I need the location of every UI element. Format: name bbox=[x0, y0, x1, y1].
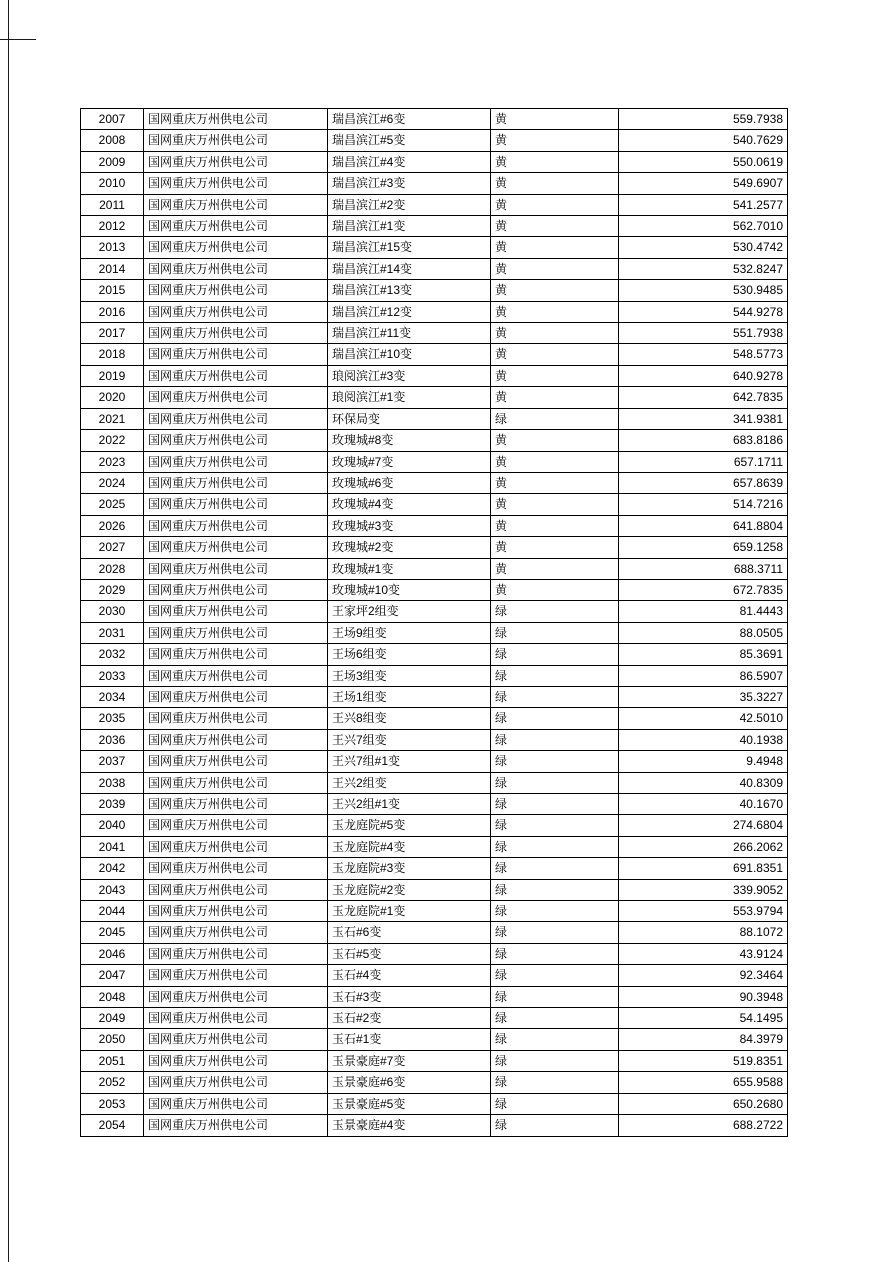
status-cell: 黄 bbox=[491, 237, 619, 258]
value-cell: 691.8351 bbox=[619, 858, 788, 879]
status-cell: 绿 bbox=[491, 901, 619, 922]
company-cell: 国网重庆万州供电公司 bbox=[144, 772, 328, 793]
value-cell: 532.8247 bbox=[619, 258, 788, 279]
substation-cell: 瑞昌滨江#12变 bbox=[328, 301, 491, 322]
table-row bbox=[81, 922, 788, 943]
company-cell: 国网重庆万州供电公司 bbox=[144, 708, 328, 729]
company-cell: 国网重庆万州供电公司 bbox=[144, 601, 328, 622]
table-row bbox=[81, 109, 788, 130]
substation-cell: 玫瑰城#3变 bbox=[328, 515, 491, 536]
status-cell: 黄 bbox=[491, 301, 619, 322]
value-cell: 341.9381 bbox=[619, 408, 788, 429]
value-cell: 339.9052 bbox=[619, 879, 788, 900]
status-cell: 绿 bbox=[491, 943, 619, 964]
row-id-cell: 2013 bbox=[81, 237, 144, 258]
value-cell: 642.7835 bbox=[619, 387, 788, 408]
company-cell: 国网重庆万州供电公司 bbox=[144, 130, 328, 151]
row-id-cell: 2016 bbox=[81, 301, 144, 322]
row-id-cell: 2028 bbox=[81, 558, 144, 579]
table-row bbox=[81, 323, 788, 344]
table-row bbox=[81, 686, 788, 707]
status-cell: 绿 bbox=[491, 408, 619, 429]
value-cell: 540.7629 bbox=[619, 130, 788, 151]
company-cell: 国网重庆万州供电公司 bbox=[144, 686, 328, 707]
company-cell: 国网重庆万州供电公司 bbox=[144, 1093, 328, 1114]
row-id-cell: 2011 bbox=[81, 194, 144, 215]
substation-cell: 玉石#2变 bbox=[328, 1008, 491, 1029]
row-id-cell: 2039 bbox=[81, 794, 144, 815]
table-row bbox=[81, 280, 788, 301]
status-cell: 绿 bbox=[491, 644, 619, 665]
value-cell: 530.4742 bbox=[619, 237, 788, 258]
company-cell: 国网重庆万州供电公司 bbox=[144, 537, 328, 558]
table-row bbox=[81, 258, 788, 279]
company-cell: 国网重庆万州供电公司 bbox=[144, 901, 328, 922]
row-id-cell: 2046 bbox=[81, 943, 144, 964]
row-id-cell: 2042 bbox=[81, 858, 144, 879]
status-cell: 绿 bbox=[491, 708, 619, 729]
value-cell: 42.5010 bbox=[619, 708, 788, 729]
company-cell: 国网重庆万州供电公司 bbox=[144, 194, 328, 215]
row-id-cell: 2021 bbox=[81, 408, 144, 429]
value-cell: 266.2062 bbox=[619, 836, 788, 857]
substation-cell: 王兴7组变 bbox=[328, 729, 491, 750]
row-id-cell: 2044 bbox=[81, 901, 144, 922]
row-id-cell: 2019 bbox=[81, 365, 144, 386]
status-cell: 黄 bbox=[491, 258, 619, 279]
company-cell: 国网重庆万州供电公司 bbox=[144, 109, 328, 130]
table-row bbox=[81, 622, 788, 643]
row-id-cell: 2008 bbox=[81, 130, 144, 151]
value-cell: 92.3464 bbox=[619, 965, 788, 986]
company-cell: 国网重庆万州供电公司 bbox=[144, 258, 328, 279]
table-row bbox=[81, 858, 788, 879]
company-cell: 国网重庆万州供电公司 bbox=[144, 1072, 328, 1093]
status-cell: 绿 bbox=[491, 965, 619, 986]
table-row bbox=[81, 579, 788, 600]
status-cell: 绿 bbox=[491, 686, 619, 707]
value-cell: 514.7216 bbox=[619, 494, 788, 515]
company-cell: 国网重庆万州供电公司 bbox=[144, 451, 328, 472]
status-cell: 绿 bbox=[491, 1115, 619, 1136]
substation-cell: 瑞昌滨江#14变 bbox=[328, 258, 491, 279]
row-id-cell: 2034 bbox=[81, 686, 144, 707]
row-id-cell: 2029 bbox=[81, 579, 144, 600]
substation-cell: 玫瑰城#10变 bbox=[328, 579, 491, 600]
row-id-cell: 2049 bbox=[81, 1008, 144, 1029]
row-id-cell: 2033 bbox=[81, 665, 144, 686]
table-row bbox=[81, 365, 788, 386]
value-cell: 683.8186 bbox=[619, 430, 788, 451]
value-cell: 688.2722 bbox=[619, 1115, 788, 1136]
substation-cell: 瑞昌滨江#11变 bbox=[328, 323, 491, 344]
substation-cell: 王场1组变 bbox=[328, 686, 491, 707]
substation-cell: 王场9组变 bbox=[328, 622, 491, 643]
substation-cell: 王家坪2组变 bbox=[328, 601, 491, 622]
value-cell: 672.7835 bbox=[619, 579, 788, 600]
company-cell: 国网重庆万州供电公司 bbox=[144, 301, 328, 322]
value-cell: 54.1495 bbox=[619, 1008, 788, 1029]
value-cell: 40.8309 bbox=[619, 772, 788, 793]
substation-cell: 玉石#5变 bbox=[328, 943, 491, 964]
row-id-cell: 2015 bbox=[81, 280, 144, 301]
table-row bbox=[81, 173, 788, 194]
value-cell: 40.1670 bbox=[619, 794, 788, 815]
table-row bbox=[81, 729, 788, 750]
table-row bbox=[81, 237, 788, 258]
value-cell: 88.0505 bbox=[619, 622, 788, 643]
row-id-cell: 2022 bbox=[81, 430, 144, 451]
substation-cell: 玉景豪庭#5变 bbox=[328, 1093, 491, 1114]
value-cell: 657.8639 bbox=[619, 472, 788, 493]
company-cell: 国网重庆万州供电公司 bbox=[144, 622, 328, 643]
row-id-cell: 2045 bbox=[81, 922, 144, 943]
value-cell: 550.0619 bbox=[619, 151, 788, 172]
value-cell: 9.4948 bbox=[619, 751, 788, 772]
table-row bbox=[81, 451, 788, 472]
table-row bbox=[81, 301, 788, 322]
value-cell: 553.9794 bbox=[619, 901, 788, 922]
company-cell: 国网重庆万州供电公司 bbox=[144, 151, 328, 172]
value-cell: 655.9588 bbox=[619, 1072, 788, 1093]
substation-cell: 玉龙庭院#4变 bbox=[328, 836, 491, 857]
row-id-cell: 2012 bbox=[81, 216, 144, 237]
substation-cell: 瑞昌滨江#2变 bbox=[328, 194, 491, 215]
status-cell: 黄 bbox=[491, 515, 619, 536]
substation-cell: 王场6组变 bbox=[328, 644, 491, 665]
row-id-cell: 2018 bbox=[81, 344, 144, 365]
value-cell: 640.9278 bbox=[619, 365, 788, 386]
row-id-cell: 2030 bbox=[81, 601, 144, 622]
table-row bbox=[81, 558, 788, 579]
row-id-cell: 2010 bbox=[81, 173, 144, 194]
row-id-cell: 2020 bbox=[81, 387, 144, 408]
status-cell: 绿 bbox=[491, 1072, 619, 1093]
table-row bbox=[81, 151, 788, 172]
row-id-cell: 2048 bbox=[81, 986, 144, 1007]
table-row bbox=[81, 1008, 788, 1029]
company-cell: 国网重庆万州供电公司 bbox=[144, 344, 328, 365]
value-cell: 551.7938 bbox=[619, 323, 788, 344]
value-cell: 530.9485 bbox=[619, 280, 788, 301]
company-cell: 国网重庆万州供电公司 bbox=[144, 858, 328, 879]
status-cell: 黄 bbox=[491, 216, 619, 237]
value-cell: 659.1258 bbox=[619, 537, 788, 558]
table-row bbox=[81, 794, 788, 815]
status-cell: 黄 bbox=[491, 151, 619, 172]
row-id-cell: 2050 bbox=[81, 1029, 144, 1050]
status-cell: 绿 bbox=[491, 1029, 619, 1050]
table-row bbox=[81, 472, 788, 493]
value-cell: 274.6804 bbox=[619, 815, 788, 836]
table-row bbox=[81, 1072, 788, 1093]
company-cell: 国网重庆万州供电公司 bbox=[144, 922, 328, 943]
substation-cell: 玉龙庭院#2变 bbox=[328, 879, 491, 900]
table-row bbox=[81, 901, 788, 922]
table-row bbox=[81, 986, 788, 1007]
table-row bbox=[81, 387, 788, 408]
status-cell: 绿 bbox=[491, 836, 619, 857]
company-cell: 国网重庆万州供电公司 bbox=[144, 387, 328, 408]
substation-cell: 王兴2组#1变 bbox=[328, 794, 491, 815]
substation-cell: 环保局变 bbox=[328, 408, 491, 429]
row-id-cell: 2036 bbox=[81, 729, 144, 750]
row-id-cell: 2053 bbox=[81, 1093, 144, 1114]
row-id-cell: 2027 bbox=[81, 537, 144, 558]
substation-cell: 玫瑰城#2变 bbox=[328, 537, 491, 558]
substation-cell: 琅阅滨江#1变 bbox=[328, 387, 491, 408]
status-cell: 黄 bbox=[491, 494, 619, 515]
value-cell: 541.2577 bbox=[619, 194, 788, 215]
company-cell: 国网重庆万州供电公司 bbox=[144, 579, 328, 600]
status-cell: 黄 bbox=[491, 344, 619, 365]
substation-cell: 玫瑰城#8变 bbox=[328, 430, 491, 451]
table-row bbox=[81, 965, 788, 986]
value-cell: 90.3948 bbox=[619, 986, 788, 1007]
substation-cell: 瑞昌滨江#13变 bbox=[328, 280, 491, 301]
row-id-cell: 2014 bbox=[81, 258, 144, 279]
row-id-cell: 2009 bbox=[81, 151, 144, 172]
table-row bbox=[81, 1029, 788, 1050]
substation-cell: 玉龙庭院#5变 bbox=[328, 815, 491, 836]
substation-cell: 瑞昌滨江#1变 bbox=[328, 216, 491, 237]
substation-cell: 玫瑰城#1变 bbox=[328, 558, 491, 579]
table-row bbox=[81, 601, 788, 622]
value-cell: 688.3711 bbox=[619, 558, 788, 579]
page-edge-line bbox=[8, 0, 9, 1262]
table-row bbox=[81, 708, 788, 729]
status-cell: 绿 bbox=[491, 794, 619, 815]
substation-cell: 瑞昌滨江#3变 bbox=[328, 173, 491, 194]
company-cell: 国网重庆万州供电公司 bbox=[144, 365, 328, 386]
value-cell: 40.1938 bbox=[619, 729, 788, 750]
status-cell: 绿 bbox=[491, 601, 619, 622]
status-cell: 绿 bbox=[491, 772, 619, 793]
substation-cell: 玉龙庭院#3变 bbox=[328, 858, 491, 879]
company-cell: 国网重庆万州供电公司 bbox=[144, 280, 328, 301]
table-row bbox=[81, 772, 788, 793]
table-row bbox=[81, 408, 788, 429]
status-cell: 黄 bbox=[491, 387, 619, 408]
company-cell: 国网重庆万州供电公司 bbox=[144, 943, 328, 964]
company-cell: 国网重庆万州供电公司 bbox=[144, 1115, 328, 1136]
value-cell: 544.9278 bbox=[619, 301, 788, 322]
status-cell: 绿 bbox=[491, 1050, 619, 1071]
status-cell: 绿 bbox=[491, 879, 619, 900]
value-cell: 81.4443 bbox=[619, 601, 788, 622]
value-cell: 559.7938 bbox=[619, 109, 788, 130]
status-cell: 黄 bbox=[491, 451, 619, 472]
grid-body bbox=[81, 109, 788, 1137]
status-cell: 黄 bbox=[491, 194, 619, 215]
row-id-cell: 2037 bbox=[81, 751, 144, 772]
value-cell: 43.9124 bbox=[619, 943, 788, 964]
company-cell: 国网重庆万州供电公司 bbox=[144, 1008, 328, 1029]
status-cell: 黄 bbox=[491, 558, 619, 579]
value-cell: 650.2680 bbox=[619, 1093, 788, 1114]
table-row bbox=[81, 815, 788, 836]
table-row bbox=[81, 194, 788, 215]
company-cell: 国网重庆万州供电公司 bbox=[144, 879, 328, 900]
status-cell: 绿 bbox=[491, 815, 619, 836]
substation-cell: 玉石#6变 bbox=[328, 922, 491, 943]
company-cell: 国网重庆万州供电公司 bbox=[144, 472, 328, 493]
company-cell: 国网重庆万州供电公司 bbox=[144, 665, 328, 686]
table-row bbox=[81, 216, 788, 237]
company-cell: 国网重庆万州供电公司 bbox=[144, 965, 328, 986]
status-cell: 绿 bbox=[491, 622, 619, 643]
status-cell: 绿 bbox=[491, 665, 619, 686]
row-id-cell: 2047 bbox=[81, 965, 144, 986]
table-row bbox=[81, 665, 788, 686]
substation-cell: 玉景豪庭#7变 bbox=[328, 1050, 491, 1071]
table-row bbox=[81, 1093, 788, 1114]
row-id-cell: 2054 bbox=[81, 1115, 144, 1136]
status-cell: 绿 bbox=[491, 986, 619, 1007]
row-id-cell: 2043 bbox=[81, 879, 144, 900]
status-cell: 黄 bbox=[491, 579, 619, 600]
status-cell: 绿 bbox=[491, 858, 619, 879]
company-cell: 国网重庆万州供电公司 bbox=[144, 323, 328, 344]
substation-cell: 玉石#1变 bbox=[328, 1029, 491, 1050]
substation-cell: 玉景豪庭#4变 bbox=[328, 1115, 491, 1136]
table-row bbox=[81, 430, 788, 451]
row-id-cell: 2023 bbox=[81, 451, 144, 472]
company-cell: 国网重庆万州供电公司 bbox=[144, 794, 328, 815]
row-id-cell: 2040 bbox=[81, 815, 144, 836]
value-cell: 641.8804 bbox=[619, 515, 788, 536]
status-cell: 绿 bbox=[491, 751, 619, 772]
status-cell: 黄 bbox=[491, 365, 619, 386]
substation-cell: 玉景豪庭#6变 bbox=[328, 1072, 491, 1093]
status-cell: 黄 bbox=[491, 323, 619, 344]
company-cell: 国网重庆万州供电公司 bbox=[144, 494, 328, 515]
table-row bbox=[81, 1050, 788, 1071]
company-cell: 国网重庆万州供电公司 bbox=[144, 515, 328, 536]
row-id-cell: 2038 bbox=[81, 772, 144, 793]
substation-cell: 玉石#4变 bbox=[328, 965, 491, 986]
company-cell: 国网重庆万州供电公司 bbox=[144, 644, 328, 665]
row-id-cell: 2032 bbox=[81, 644, 144, 665]
value-cell: 86.5907 bbox=[619, 665, 788, 686]
table-row bbox=[81, 515, 788, 536]
row-id-cell: 2024 bbox=[81, 472, 144, 493]
substation-cell: 王场3组变 bbox=[328, 665, 491, 686]
status-cell: 绿 bbox=[491, 729, 619, 750]
table-row bbox=[81, 494, 788, 515]
substation-cell: 王兴8组变 bbox=[328, 708, 491, 729]
status-cell: 黄 bbox=[491, 472, 619, 493]
substation-cell: 玫瑰城#6变 bbox=[328, 472, 491, 493]
corner-mark bbox=[0, 39, 36, 40]
status-cell: 黄 bbox=[491, 280, 619, 301]
company-cell: 国网重庆万州供电公司 bbox=[144, 237, 328, 258]
value-cell: 519.8351 bbox=[619, 1050, 788, 1071]
table-row bbox=[81, 344, 788, 365]
substation-cell: 王兴7组#1变 bbox=[328, 751, 491, 772]
company-cell: 国网重庆万州供电公司 bbox=[144, 729, 328, 750]
status-cell: 黄 bbox=[491, 173, 619, 194]
table-row bbox=[81, 836, 788, 857]
value-cell: 88.1072 bbox=[619, 922, 788, 943]
row-id-cell: 2051 bbox=[81, 1050, 144, 1071]
status-cell: 绿 bbox=[491, 922, 619, 943]
value-cell: 85.3691 bbox=[619, 644, 788, 665]
company-cell: 国网重庆万州供电公司 bbox=[144, 986, 328, 1007]
substation-cell: 瑞昌滨江#10变 bbox=[328, 344, 491, 365]
row-id-cell: 2041 bbox=[81, 836, 144, 857]
company-cell: 国网重庆万州供电公司 bbox=[144, 836, 328, 857]
company-cell: 国网重庆万州供电公司 bbox=[144, 173, 328, 194]
substation-data-table bbox=[80, 108, 788, 1137]
company-cell: 国网重庆万州供电公司 bbox=[144, 815, 328, 836]
substation-cell: 瑞昌滨江#5变 bbox=[328, 130, 491, 151]
substation-cell: 琅阅滨江#3变 bbox=[328, 365, 491, 386]
substation-cell: 瑞昌滨江#6变 bbox=[328, 109, 491, 130]
value-cell: 562.7010 bbox=[619, 216, 788, 237]
status-cell: 绿 bbox=[491, 1093, 619, 1114]
table-row bbox=[81, 130, 788, 151]
status-cell: 黄 bbox=[491, 109, 619, 130]
company-cell: 国网重庆万州供电公司 bbox=[144, 216, 328, 237]
value-cell: 549.6907 bbox=[619, 173, 788, 194]
status-cell: 黄 bbox=[491, 430, 619, 451]
company-cell: 国网重庆万州供电公司 bbox=[144, 1050, 328, 1071]
row-id-cell: 2007 bbox=[81, 109, 144, 130]
substation-cell: 玫瑰城#7变 bbox=[328, 451, 491, 472]
row-id-cell: 2017 bbox=[81, 323, 144, 344]
substation-cell: 瑞昌滨江#4变 bbox=[328, 151, 491, 172]
row-id-cell: 2035 bbox=[81, 708, 144, 729]
value-cell: 84.3979 bbox=[619, 1029, 788, 1050]
row-id-cell: 2026 bbox=[81, 515, 144, 536]
table-row bbox=[81, 879, 788, 900]
row-id-cell: 2025 bbox=[81, 494, 144, 515]
substation-cell: 瑞昌滨江#15变 bbox=[328, 237, 491, 258]
table-row bbox=[81, 644, 788, 665]
substation-cell: 王兴2组变 bbox=[328, 772, 491, 793]
table-row bbox=[81, 751, 788, 772]
status-cell: 黄 bbox=[491, 537, 619, 558]
value-cell: 35.3227 bbox=[619, 686, 788, 707]
company-cell: 国网重庆万州供电公司 bbox=[144, 430, 328, 451]
company-cell: 国网重庆万州供电公司 bbox=[144, 408, 328, 429]
substation-cell: 玉龙庭院#1变 bbox=[328, 901, 491, 922]
value-cell: 548.5773 bbox=[619, 344, 788, 365]
substation-cell: 玉石#3变 bbox=[328, 986, 491, 1007]
substation-cell: 玫瑰城#4变 bbox=[328, 494, 491, 515]
status-cell: 黄 bbox=[491, 130, 619, 151]
table-row bbox=[81, 537, 788, 558]
table-row bbox=[81, 943, 788, 964]
company-cell: 国网重庆万州供电公司 bbox=[144, 1029, 328, 1050]
value-cell: 657.1711 bbox=[619, 451, 788, 472]
company-cell: 国网重庆万州供电公司 bbox=[144, 751, 328, 772]
row-id-cell: 2031 bbox=[81, 622, 144, 643]
row-id-cell: 2052 bbox=[81, 1072, 144, 1093]
table-row bbox=[81, 1115, 788, 1136]
status-cell: 绿 bbox=[491, 1008, 619, 1029]
company-cell: 国网重庆万州供电公司 bbox=[144, 558, 328, 579]
